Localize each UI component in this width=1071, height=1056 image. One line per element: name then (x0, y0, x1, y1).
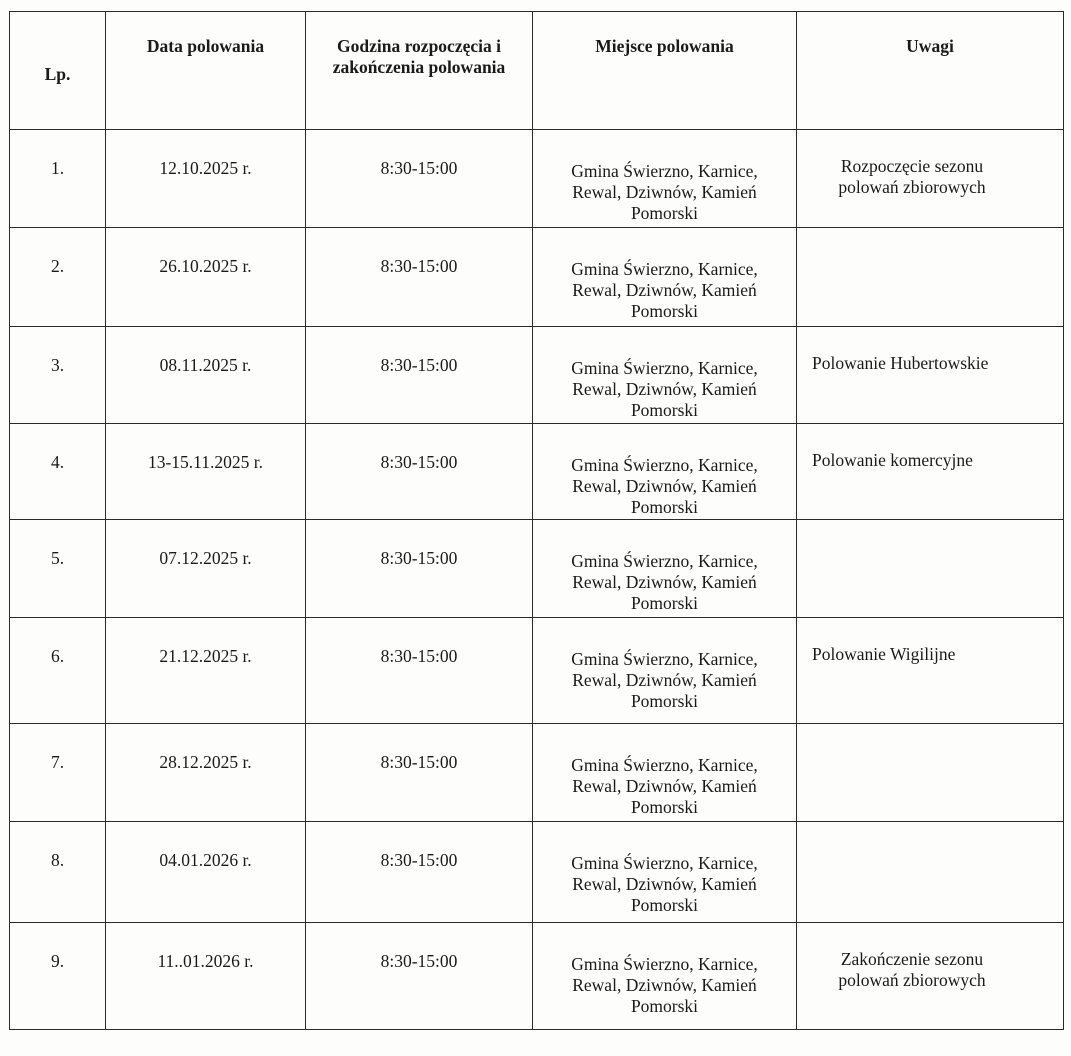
cell-place (533, 327, 797, 424)
header-lp: Lp. (10, 12, 106, 130)
table-row (10, 424, 1064, 520)
cell-note: Polowanie Wigilijne (797, 618, 1064, 724)
header-time-label: Godzina rozpoczęcia i zakończenia polowania (332, 36, 506, 77)
cell-time: 8:30-15:00 (306, 424, 533, 520)
cell-lp: 9. (10, 923, 106, 1030)
cell-time: 8:30-15:00 (306, 130, 533, 228)
cell-place (533, 424, 797, 520)
cell-lp: 3. (10, 327, 106, 424)
table-row (10, 618, 1064, 724)
table-row (10, 822, 1064, 923)
cell-place-text: Gmina Świerzno, Karnice, Rewal, Dziwnów, Kamień Pomorski (571, 358, 758, 420)
header-time (306, 12, 533, 130)
cell-place-text: Gmina Świerzno, Karnice, Rewal, Dziwnów, Kamień Pomorski (571, 954, 758, 1016)
cell-lp: 5. (10, 520, 106, 618)
header-place: Miejsce polowania (533, 12, 797, 130)
cell-lp: 1. (10, 130, 106, 228)
table-row (10, 130, 1064, 228)
cell-note: Polowanie komercyjne (797, 424, 1064, 520)
cell-lp: 2. (10, 228, 106, 327)
cell-place-text: Gmina Świerzno, Karnice, Rewal, Dziwnów, Kamień Pomorski (571, 755, 758, 817)
cell-note: Polowanie Hubertowskie (797, 327, 1064, 424)
header-date: Data polowania (106, 12, 306, 130)
cell-time: 8:30-15:00 (306, 923, 533, 1030)
cell-place (533, 130, 797, 228)
cell-date: 11..01.2026 r. (106, 923, 306, 1030)
cell-time: 8:30-15:00 (306, 724, 533, 822)
table-row (10, 228, 1064, 327)
cell-place (533, 923, 797, 1030)
cell-time: 8:30-15:00 (306, 618, 533, 724)
cell-date: 08.11.2025 r. (106, 327, 306, 424)
cell-place (533, 520, 797, 618)
table-row (10, 520, 1064, 618)
cell-lp: 4. (10, 424, 106, 520)
cell-place-text: Gmina Świerzno, Karnice, Rewal, Dziwnów, Kamień Pomorski (571, 161, 758, 223)
table-row (10, 724, 1064, 822)
cell-place-text: Gmina Świerzno, Karnice, Rewal, Dziwnów, Kamień Pomorski (571, 853, 758, 915)
cell-note (797, 520, 1064, 618)
cell-place (533, 618, 797, 724)
cell-place (533, 822, 797, 923)
cell-note (797, 130, 1064, 228)
cell-place-text: Gmina Świerzno, Karnice, Rewal, Dziwnów, Kamień Pomorski (571, 259, 758, 321)
cell-date: 21.12.2025 r. (106, 618, 306, 724)
cell-note (797, 822, 1064, 923)
cell-place (533, 228, 797, 327)
cell-date: 04.01.2026 r. (106, 822, 306, 923)
cell-note (797, 923, 1064, 1030)
cell-time: 8:30-15:00 (306, 520, 533, 618)
table-header-row (10, 12, 1064, 130)
cell-note (797, 724, 1064, 822)
cell-note (797, 228, 1064, 327)
cell-time: 8:30-15:00 (306, 822, 533, 923)
hunting-schedule-table (9, 11, 1064, 1030)
cell-lp: 8. (10, 822, 106, 923)
cell-lp: 7. (10, 724, 106, 822)
cell-note-text: Zakończenie sezonu polowań zbiorowych (838, 949, 986, 990)
cell-place (533, 724, 797, 822)
cell-time: 8:30-15:00 (306, 327, 533, 424)
table-row (10, 327, 1064, 424)
cell-date: 13-15.11.2025 r. (106, 424, 306, 520)
cell-date: 26.10.2025 r. (106, 228, 306, 327)
cell-date: 12.10.2025 r. (106, 130, 306, 228)
cell-place-text: Gmina Świerzno, Karnice, Rewal, Dziwnów, Kamień Pomorski (571, 455, 758, 517)
cell-place-text: Gmina Świerzno, Karnice, Rewal, Dziwnów, Kamień Pomorski (571, 649, 758, 711)
table-row (10, 923, 1064, 1030)
cell-note-text: Rozpoczęcie sezonu polowań zbiorowych (838, 156, 986, 197)
header-notes: Uwagi (797, 12, 1064, 130)
cell-place-text: Gmina Świerzno, Karnice, Rewal, Dziwnów, Kamień Pomorski (571, 551, 758, 613)
cell-time: 8:30-15:00 (306, 228, 533, 327)
cell-lp: 6. (10, 618, 106, 724)
cell-date: 07.12.2025 r. (106, 520, 306, 618)
cell-date: 28.12.2025 r. (106, 724, 306, 822)
